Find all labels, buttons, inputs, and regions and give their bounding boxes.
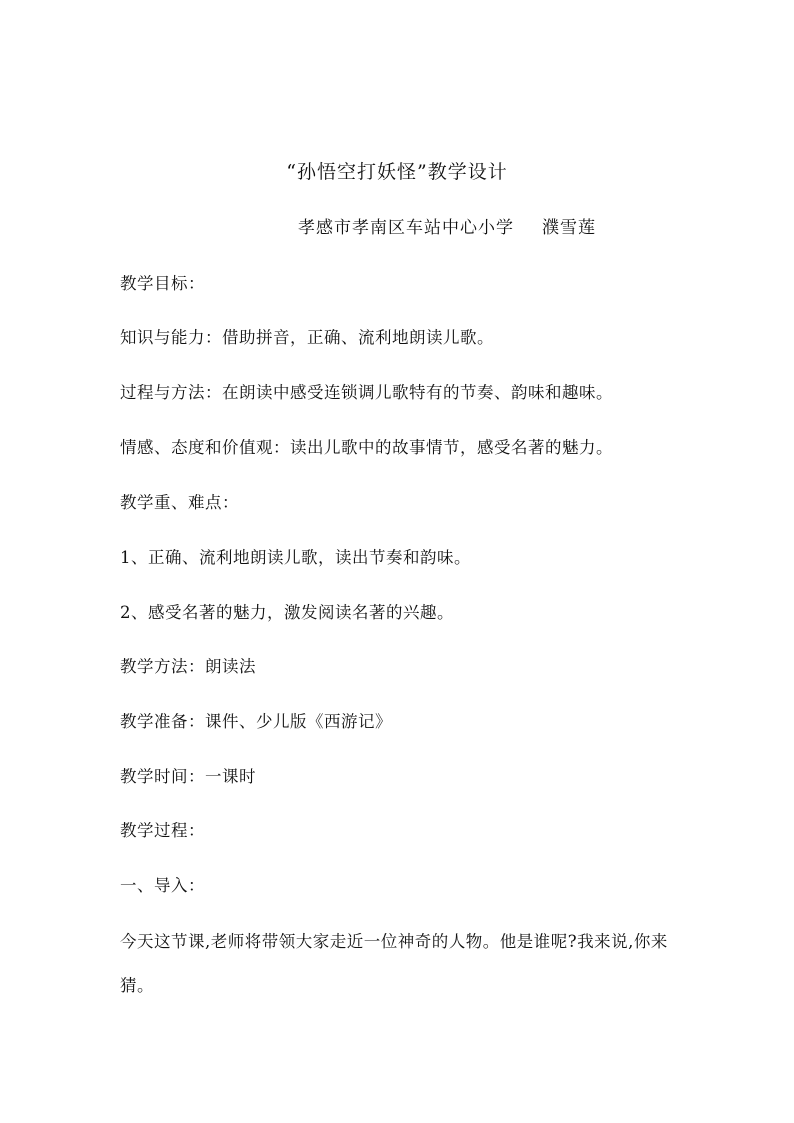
objective-emotion: 情感、态度和价值观：读出儿歌中的故事情节，感受名著的魅力。 [120, 438, 613, 457]
teaching-time: 教学时间：一课时 [120, 767, 256, 786]
intro-paragraph: 今天这节课,老师将带领大家走近一位神奇的人物。他是谁呢?我来说,你来猜。 [120, 932, 668, 995]
document-title: “孙悟空打妖怪”教学设计 [286, 161, 508, 183]
section-heading-key-points: 教学重、难点： [120, 493, 239, 512]
key-point-1: 1、正确、流利地朗读儿歌，读出节奏和韵味。 [120, 548, 471, 567]
teaching-method: 教学方法：朗读法 [120, 657, 256, 676]
teaching-preparation: 教学准备：课件、少儿版《西游记》 [120, 712, 392, 731]
author-name: 濮雪莲 [542, 218, 596, 238]
section-heading-objectives: 教学目标： [120, 274, 205, 293]
objective-knowledge: 知识与能力：借助拼音，正确、流利地朗读儿歌。 [120, 328, 494, 347]
subsection-intro: 一、导入： [120, 876, 205, 895]
key-point-2: 2、感受名著的魅力，激发阅读名著的兴趣。 [120, 603, 454, 622]
objective-process: 过程与方法：在朗读中感受连锁调儿歌特有的节奏、韵味和趣味。 [120, 383, 613, 402]
author-line [0, 214, 794, 242]
section-heading-process: 教学过程： [120, 821, 205, 840]
author-school: 孝感市孝南区车站中心小学 [298, 218, 514, 238]
